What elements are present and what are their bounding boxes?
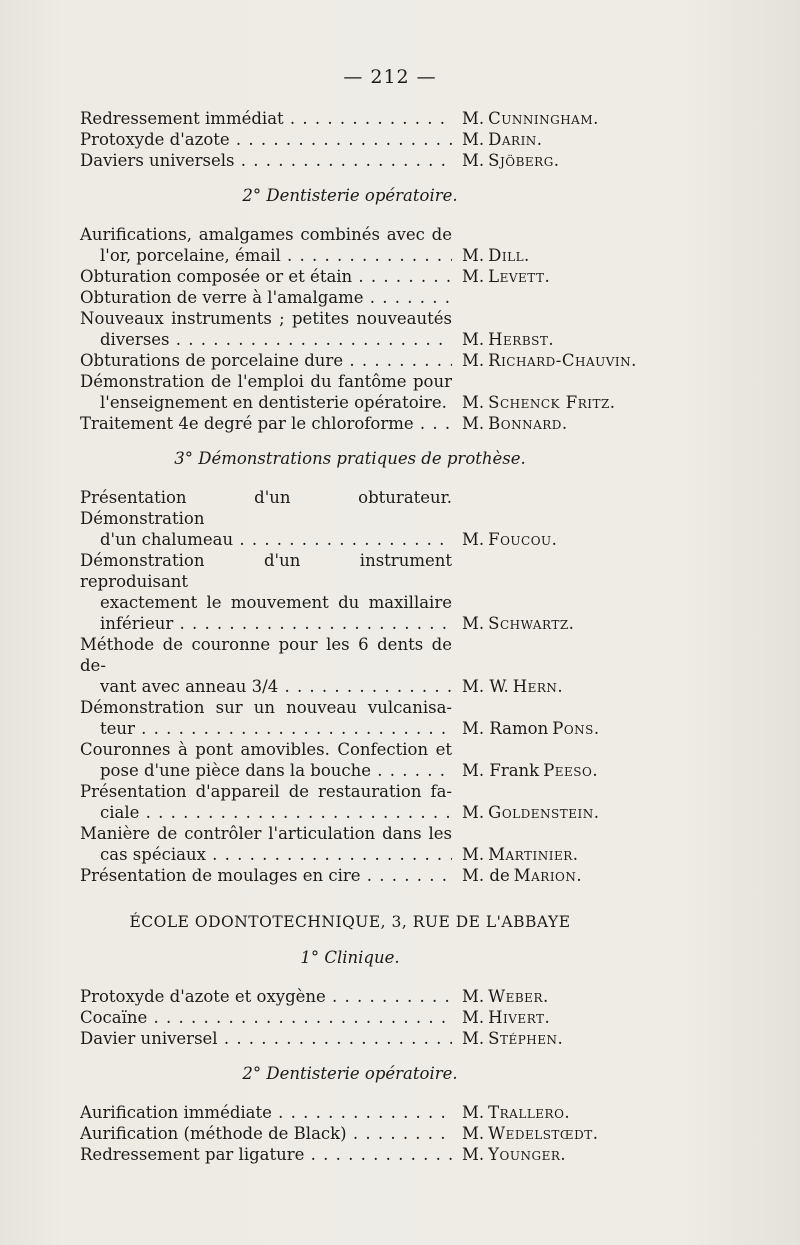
- presenter: M. Goldenstein.: [462, 803, 600, 822]
- section-heading: 3° Démonstrations pratiques de prothèse.: [174, 449, 526, 468]
- presenter: M. Weber.: [462, 987, 549, 1006]
- list-item: vant avec anneau 3/4 . . . M. W. Hern.: [80, 676, 640, 697]
- item-text: Protoxyde d'azote . . .: [80, 129, 452, 150]
- list-item: inférieur . . . M. Schwartz.: [80, 613, 640, 634]
- presenter: M. Darin.: [462, 130, 543, 149]
- presenter: M. Richard-Chauvin.: [462, 351, 637, 370]
- section-heading: 2° Dentisterie opératoire.: [242, 186, 458, 205]
- presenter: M. Cunningham.: [462, 109, 599, 128]
- presenter: M. Schwartz.: [462, 614, 575, 633]
- list-item: pose d'une pièce dans la bouche . . . M. Frank Peeso.: [80, 760, 640, 781]
- presenter: M. Levett.: [462, 267, 551, 286]
- presenter: M. Frank Peeso.: [462, 761, 599, 780]
- list-item: Redressement par ligature . . . M. Younger.: [80, 1144, 620, 1165]
- item-text-line: Démonstration sur un nouveau vulcanisa-: [80, 698, 452, 717]
- presenter: M. Younger.: [462, 1145, 567, 1164]
- list-item: diverses . . . M. Herbst.: [80, 329, 640, 350]
- list-item: Obturations de porcelaine dure . . . M. Richard-Chauvin.: [80, 350, 620, 371]
- list-item: Traitement 4e degré par le chloroforme . . . M. Bonnard.: [80, 413, 620, 434]
- item-text: Redressement immédiat . . .: [80, 108, 452, 129]
- page-number: — 212 —: [343, 66, 437, 88]
- list-item: Cocaïne . . . M. Hivert.: [80, 1007, 620, 1028]
- presenter: M. Stéphen.: [462, 1029, 564, 1048]
- item-text-line: Couronnes à pont amovibles. Confection et: [80, 740, 452, 759]
- presenter: M. Sjöberg.: [462, 151, 560, 170]
- list-item: cas spéciaux . . . M. Martinier.: [80, 844, 640, 865]
- list-item: Obturation composée or et étain . . . M. Levett.: [80, 266, 620, 287]
- presenter: M. Schenck Fritz.: [462, 393, 616, 412]
- item-text-line: Démonstration d'un instrument reproduisant: [80, 551, 452, 591]
- item-text-line: exactement le mouvement du maxillaire: [100, 593, 452, 612]
- list-item: Davier universel . . . M. Stéphen.: [80, 1028, 620, 1049]
- list-item: teur . . . M. Ramon Pons.: [80, 718, 640, 739]
- list-item: [80, 129, 620, 150]
- presenter: M. Herbst.: [462, 330, 555, 349]
- presenter: M. Hivert.: [462, 1008, 551, 1027]
- list-item: [80, 150, 620, 171]
- presenter: M. Dill.: [462, 246, 530, 265]
- item-text-line: Méthode de couronne pour les 6 dents de de-: [80, 635, 452, 675]
- list-item: Présentation de moulages en cire . . . M. de Marion.: [80, 865, 620, 886]
- section-heading: 1° Clinique.: [300, 948, 400, 967]
- section-heading: 2° Dentisterie opératoire.: [242, 1064, 458, 1083]
- school-heading: ÉCOLE ODONTOTECHNIQUE, 3, RUE DE L'ABBAYE: [129, 913, 571, 931]
- list-item: ciale . . . M. Goldenstein.: [80, 802, 640, 823]
- list-item: l'enseignement en dentisterie opératoire. . . . M. Schenck Fritz.: [80, 392, 640, 413]
- presenter: M. Foucou.: [462, 530, 558, 549]
- item-text-line: Aurifications, amalgames combinés avec de: [80, 225, 452, 244]
- list-item: l'or, porcelaine, émail . . . M. Dill.: [80, 245, 640, 266]
- item-text-line: Présentation d'un obturateur. Démonstration: [80, 488, 452, 528]
- presenter: M. Bonnard.: [462, 414, 568, 433]
- item-text-line: Manière de contrôler l'articulation dans les: [80, 824, 452, 843]
- list-item: Aurification (méthode de Black) . . . M. Wedelstœdt.: [80, 1123, 620, 1144]
- presenter: M. Martinier.: [462, 845, 579, 864]
- presenter: M. W. Hern.: [462, 677, 564, 696]
- list-item: d'un chalumeau . . . M. Foucou.: [80, 529, 640, 550]
- presenter: M. Trallero.: [462, 1103, 571, 1122]
- page-content: [80, 108, 637, 1165]
- item-text-line: Nouveaux instruments ; petites nouveautés: [80, 309, 452, 328]
- list-item: Aurification immédiate . . . M. Trallero.: [80, 1102, 620, 1123]
- list-item: [80, 108, 620, 129]
- presenter: M. Wedelstœdt.: [462, 1124, 599, 1143]
- item-text-line: Présentation d'appareil de restauration fa-: [80, 782, 452, 801]
- item-text-line: Démonstration de l'emploi du fantôme pour: [80, 372, 452, 391]
- list-item: Protoxyde d'azote et oxygène . . . M. Weber.: [80, 986, 620, 1007]
- presenter: M. de Marion.: [462, 866, 583, 885]
- presenter: M. Ramon Pons.: [462, 719, 600, 738]
- item-text: Daviers universels . . .: [80, 150, 452, 171]
- list-item: Obturation de verre à l'amalgame . . .: [80, 287, 620, 308]
